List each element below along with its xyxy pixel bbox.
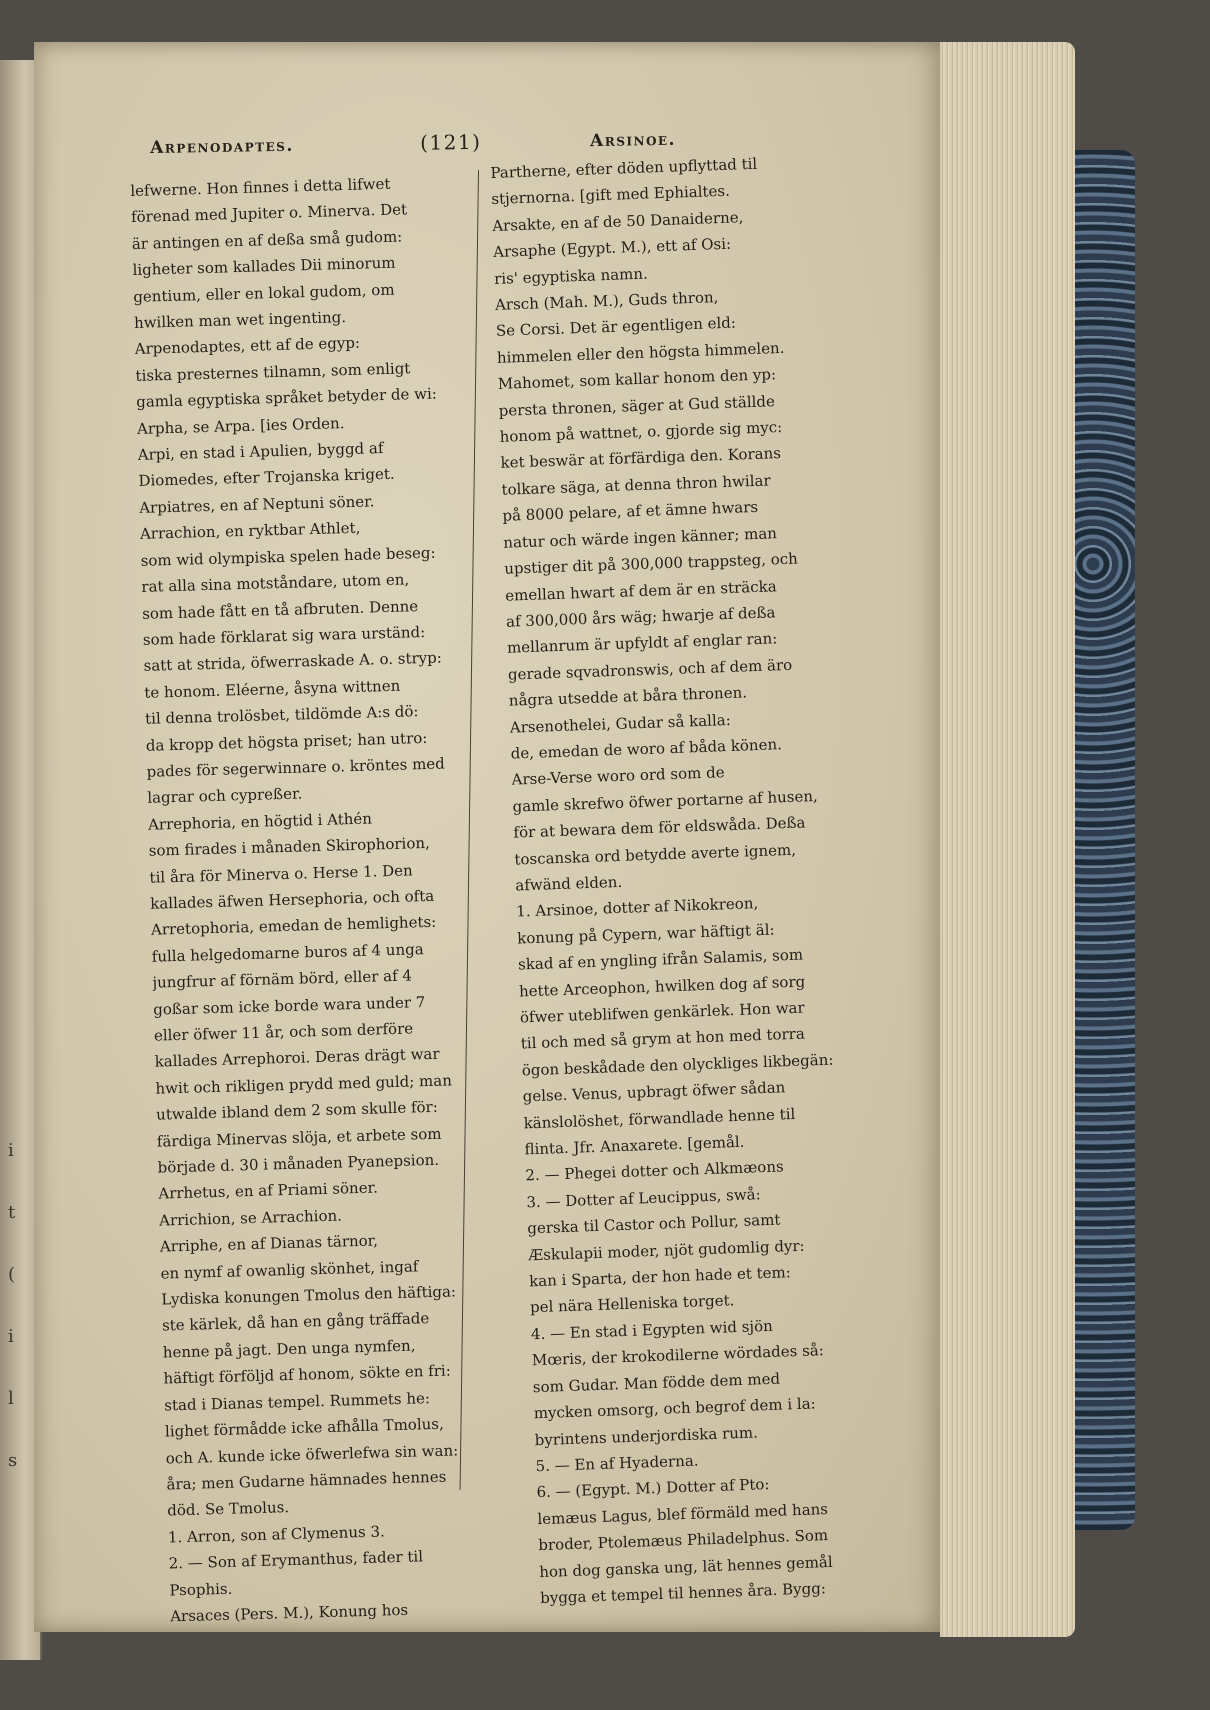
right-column-line: Arse-Verse woro ord som de <box>511 763 725 789</box>
right-column-line: ris' egyptiska namn. <box>493 264 649 288</box>
left-column-line: eller öfwer 11 år, och som derföre <box>153 1019 414 1045</box>
left-column-line: gamla egyptiska språket betyder de wi: <box>136 384 438 412</box>
right-column-line: flinta. Jfr. Anaxarete. [gemål. <box>524 1132 745 1159</box>
right-column-line: emellan hwart af dem är en sträcka <box>504 576 777 605</box>
left-column-line: fulla helgedomarne buros af 4 unga <box>151 939 424 966</box>
left-column-line: Arpha, se Arpa. [ies Orden. <box>136 413 345 438</box>
right-column-line: pel nära Helleniska torget. <box>529 1291 735 1317</box>
right-column-line: toscanska ord betydde averte ignem, <box>514 840 797 869</box>
page-block-edge <box>940 42 1075 1637</box>
left-column <box>130 169 500 1630</box>
right-column-line: Æskulapii moder, njöt gudomlig dyr: <box>527 1236 805 1264</box>
left-column-line: Diomedes, efter Trojanska kriget. <box>138 465 395 491</box>
margin-mark: i <box>8 1326 14 1347</box>
right-column-line: för at bewara dem för eldswåda. Deßa <box>513 813 806 842</box>
left-column-line: goßar som icke borde wara under 7 <box>152 992 426 1019</box>
right-column-line: mycken omsorg, och begrof dem i la: <box>533 1394 816 1423</box>
left-column-line: som firades i månaden Skirophorion, <box>148 834 431 860</box>
left-column-line: är antingen en af deßa små gudom: <box>131 227 403 253</box>
left-column-line: Lydiska konungen Tmolus den häftiga: <box>161 1282 457 1309</box>
left-column-line: Arrhetus, en af Priami söner. <box>158 1178 379 1204</box>
left-column-line: Arpi, en stad i Apulien, byggd af <box>137 439 384 464</box>
right-column-line: kan i Sparta, der hon hade et tem: <box>528 1263 792 1291</box>
left-column-line: en nymf af owanlig skönhet, ingaf <box>160 1257 419 1283</box>
right-column-line: mellanrum är upfyldt af englar ran: <box>506 629 778 658</box>
right-column-line: afwänd elden. <box>515 872 623 895</box>
marbled-cover <box>1075 150 1135 1530</box>
right-column-line: lemæus Lagus, blef förmäld med hans <box>537 1499 829 1528</box>
left-column-line: 1. Arron, son af Clymenus 3. <box>167 1522 385 1547</box>
right-column-line: på 8000 pelare, af et ämne hwars <box>502 498 759 526</box>
left-column-line: kallades äfwen Hersephoria, och ofta <box>150 886 435 913</box>
right-column-line: ögon beskådade den olyckliges likbegän: <box>521 1050 834 1080</box>
left-column-line: satt at strida, öfwerraskade A. o. stryp: <box>143 648 443 676</box>
left-column-line: hwilken man wet ingenting. <box>133 308 347 332</box>
right-column-line: Mœris, der krokodilerne wördades så: <box>531 1341 825 1370</box>
right-column-line: Arsakte, en af de 50 Danaiderne, <box>491 208 744 235</box>
left-column-line: som wid olympiska spelen hade beseg: <box>140 543 436 570</box>
left-column-line: som hade förklarat sig wara urständ: <box>142 622 426 649</box>
right-column-line: honom på wattnet, o. gjorde sig myc: <box>499 418 783 446</box>
left-column-line: henne på jagt. Den unga nymfen, <box>162 1336 416 1362</box>
left-column-line: död. Se Tmolus. <box>166 1498 290 1520</box>
right-column-line: gerska til Castor och Pollur, samt <box>527 1210 781 1238</box>
left-column-line: Arrachion, en ryktbar Athlet, <box>139 518 361 544</box>
right-column-line: himmelen eller den högsta himmelen. <box>496 338 785 367</box>
left-column-line: Arriphe, en af Dianas tärnor, <box>159 1231 379 1256</box>
left-column-line: som hade fått en tå afbruten. Denne <box>141 596 419 623</box>
right-column-line: några utsedde at båra thronen. <box>508 683 748 710</box>
right-column-line: skad af en yngling ifrån Salamis, som <box>517 945 804 974</box>
left-column-line: ste kärlek, då han en gång träffade <box>161 1309 430 1336</box>
left-column-line: Arretophoria, emedan de hemlighets: <box>150 913 437 940</box>
right-column-line: 2. — Phegei dotter och Alkmæons <box>525 1157 784 1185</box>
left-column-line: kallades Arrephoroi. Deras drägt war <box>154 1045 440 1072</box>
left-column-line: Psophis. <box>169 1579 233 1599</box>
left-column-line: gentium, eller en lokal gudom, om <box>133 280 395 306</box>
right-column-line: Mahomet, som kallar honom den yp: <box>497 365 777 394</box>
right-column-line: de, emedan de woro af båda könen. <box>510 735 783 763</box>
right-column-line: 1. Arsinoe, dotter af Nikokreon, <box>515 894 759 921</box>
left-column-line: lefwerne. Hon finnes i detta lifwet <box>130 174 391 200</box>
left-column-line: til åra för Minerva o. Herse 1. Den <box>149 860 413 887</box>
right-column-line: broder, Ptolemæus Philadelphus. Som <box>538 1526 829 1555</box>
left-column-line: tiska presternes tilnamn, som enligt <box>135 359 411 385</box>
left-column-line: Arsaces (Pers. M.), Konung hos <box>169 1600 409 1626</box>
left-column-line: da kropp det högsta priset; han utro: <box>145 728 428 755</box>
right-column-line: Partherne, efter döden upflyttad til <box>490 154 758 182</box>
left-column-line: lagrar och cypreßer. <box>147 784 303 808</box>
right-column-line: gamle skrefwo öfwer portarne af husen, <box>512 786 819 816</box>
left-column-line: ligheter som kallades Dii minorum <box>132 253 396 280</box>
left-column-line: Arpiatres, en af Neptuni söner. <box>138 492 375 517</box>
right-column-line: Arsenothelei, Gudar så kalla: <box>509 710 732 737</box>
right-column-line: 6. — (Egypt. M.) Dotter af Pto: <box>536 1475 770 1502</box>
right-column-line: gelse. Venus, upbragt öfwer sådan <box>522 1078 786 1106</box>
left-column-line: pades för segerwinnare o. kröntes med <box>146 754 445 781</box>
right-column-line: af 300,000 års wäg; hwarje af deßa <box>505 603 776 631</box>
right-column-line: känslolöshet, förwandlade henne til <box>523 1104 796 1133</box>
left-column-line: til denna trolösbet, tildömde A:s dö: <box>144 702 419 728</box>
margin-mark: i <box>8 1140 14 1161</box>
right-column-line: öfwer uteblifwen genkärlek. Hon war <box>519 998 805 1027</box>
left-column-line: Arrichion, se Arrachion. <box>158 1206 343 1230</box>
left-column-line: utwalde ibland dem 2 som skulle för: <box>155 1097 438 1124</box>
right-column-line: hette Arceophon, hwilken dog af sorg <box>518 972 806 1001</box>
left-column-line: färdiga Minervas slöja, et arbete som <box>156 1124 442 1151</box>
margin-mark: ( <box>8 1264 16 1285</box>
right-column-line: konung på Cypern, war häftigt äl: <box>516 920 775 948</box>
right-column-line: stjernorna. [gift med Ephialtes. <box>491 182 731 209</box>
margin-mark: t <box>8 1202 16 1223</box>
header-left-word: Arpenodaptes. <box>150 135 294 158</box>
right-column-line: ket beswär at förfärdiga den. Korans <box>500 444 782 473</box>
right-column-line: som Gudar. Man födde dem med <box>532 1369 781 1396</box>
right-column-line: 4. — En stad i Egypten wid sjön <box>530 1316 774 1344</box>
left-column-line: åra; men Gudarne hämnades hennes <box>166 1467 447 1494</box>
left-column-line: 2. — Son af Erymanthus, fader til <box>168 1547 424 1573</box>
left-column-line: häftigt förföljd af honom, sökte en fri: <box>163 1361 451 1388</box>
page-number: (121) <box>419 129 482 155</box>
right-column-line: natur och wärde ingen känner; man <box>503 523 778 552</box>
right-column-line: gerade sqvadronswis, och af dem äro <box>507 655 793 684</box>
right-column-line: til och med så grym at hon med torra <box>520 1024 806 1053</box>
right-column-line: tolkare säga, at denna thron hwilar <box>501 471 771 499</box>
left-column-line: te honom. Eléerne, åsyna wittnen <box>144 676 401 702</box>
right-column-line: persta thronen, säger at Gud ställde <box>498 391 776 420</box>
left-column-line: Arpenodaptes, ett af de egyp: <box>134 334 361 359</box>
margin-mark: s <box>8 1450 18 1471</box>
right-column-line: 5. — En af Hyaderna. <box>535 1451 699 1476</box>
right-column-line: upstiger dit på 300,000 trappsteg, och <box>503 549 799 578</box>
margin-mark: l <box>8 1388 14 1409</box>
right-column-line: hon dog ganska ung, lät hennes gemål <box>538 1552 833 1581</box>
left-column-line: förenad med Jupiter o. Minerva. Det <box>130 200 408 227</box>
right-column-line: bygga et tempel til hennes åra. Bygg: <box>539 1579 827 1608</box>
right-column-line: 3. — Dotter af Leucippus, swå: <box>526 1185 761 1212</box>
left-column-line: och A. kunde icke öfwerlefwa sin wan: <box>165 1440 459 1467</box>
left-column-line: Arrephoria, en högtid i Athén <box>147 809 373 834</box>
left-column-line: började d. 30 i månaden Pyanepsion. <box>157 1150 440 1177</box>
right-column-line: Arsch (Mah. M.), Guds thron, <box>494 288 719 314</box>
left-column-line: rat alla sina motståndare, utom en, <box>141 570 410 596</box>
right-column-line: Se Corsi. Det är egentligen eld: <box>495 313 737 341</box>
right-column-line: Arsaphe (Egypt. M.), ett af Osi: <box>492 234 732 262</box>
header-right-word: Arsinoe. <box>589 129 677 152</box>
right-column <box>490 146 935 1611</box>
right-column-line: byrintens underjordiska rum. <box>534 1422 759 1449</box>
left-column-line: jungfrur af förnäm börd, eller af 4 <box>152 966 413 992</box>
left-column-line: stad i Dianas tempel. Rummets he: <box>164 1388 431 1415</box>
left-column-line: lighet förmådde icke afhålla Tmolus, <box>164 1414 444 1441</box>
left-column-line: hwit och rikligen prydd med guld; man <box>155 1071 453 1098</box>
